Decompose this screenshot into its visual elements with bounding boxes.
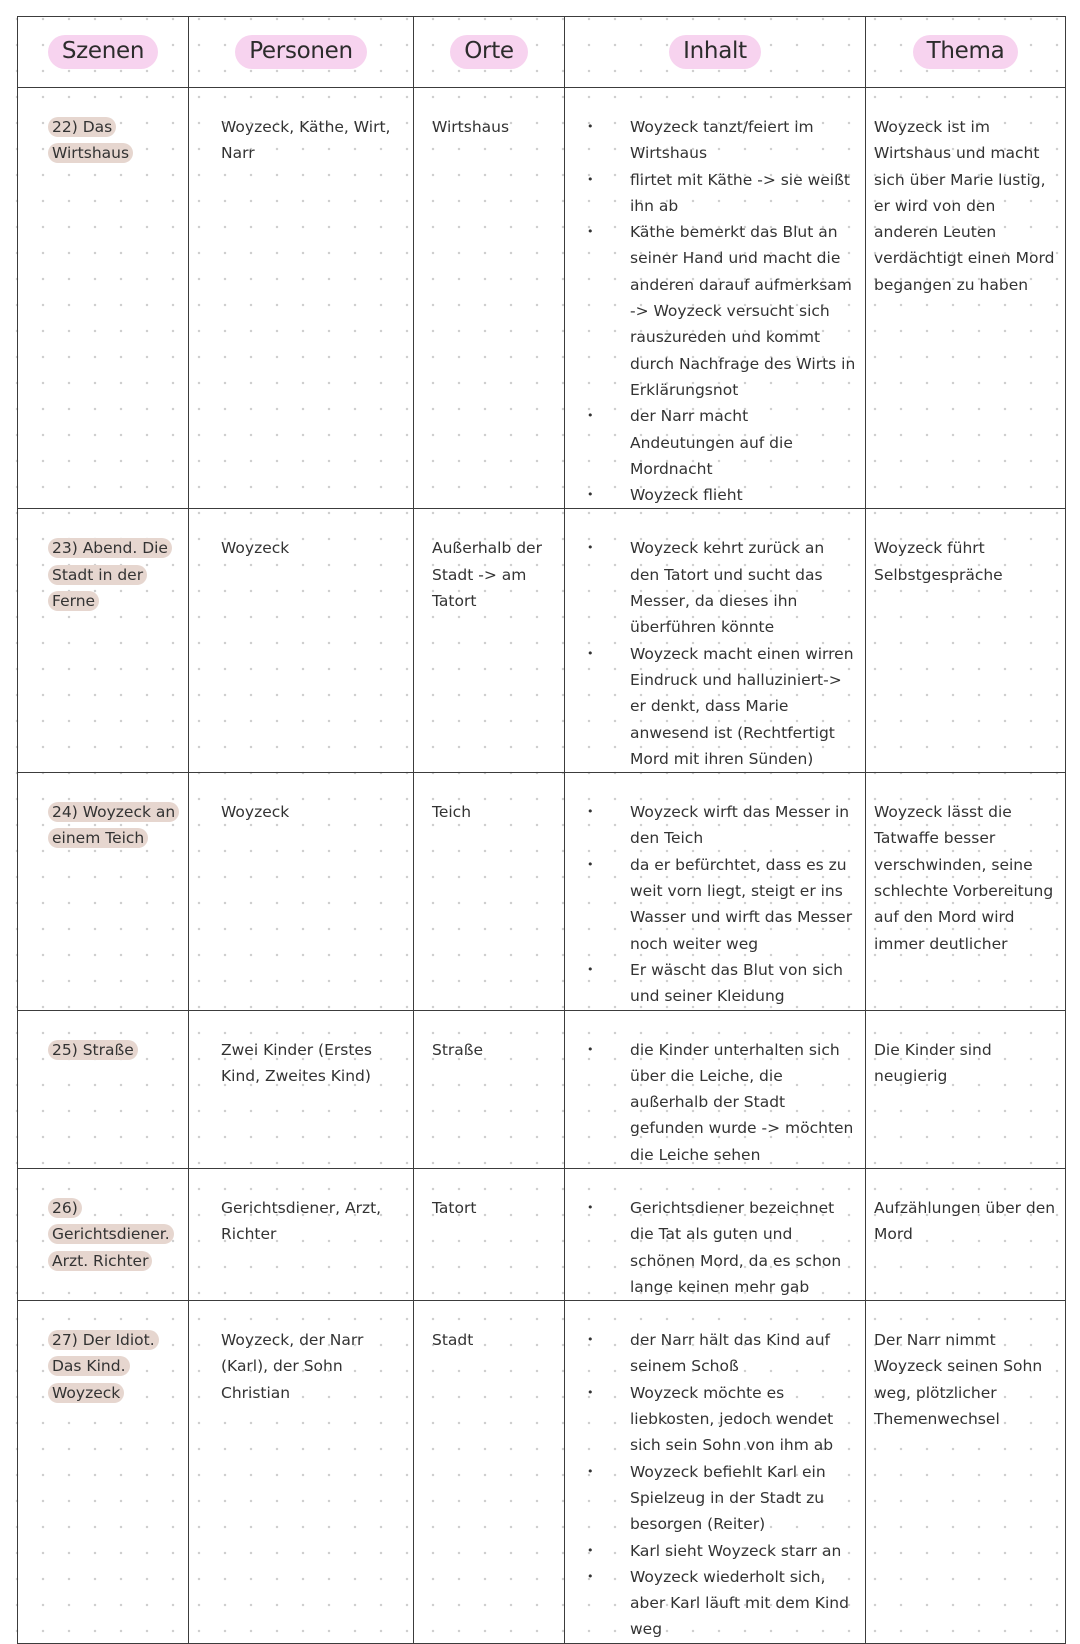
place-cell xyxy=(414,1010,565,1168)
scene-cell xyxy=(18,1168,189,1300)
scene-table-sheet xyxy=(17,16,1065,1639)
content-cell xyxy=(565,88,866,509)
scene-cell xyxy=(18,509,189,773)
header-label-orte: Orte xyxy=(450,35,528,69)
table-row xyxy=(18,1301,1066,1644)
content-cell xyxy=(565,773,866,1010)
persons-cell xyxy=(189,509,414,773)
scene-label: 24) Woyzeck an einem Teich xyxy=(48,802,179,848)
list-item: • Woyzeck tanzt/feiert im Wirtshaus xyxy=(587,114,857,167)
place-text: Tatort xyxy=(432,1198,477,1217)
list-item: • da er befürchtet, dass es zu weit vorn liegt, steigt er ins Wasser und wirft das Messer noch weiter weg xyxy=(587,852,857,957)
table-row xyxy=(18,1168,1066,1300)
place-cell xyxy=(414,1301,565,1644)
scene-cell xyxy=(18,1301,189,1644)
content-cell xyxy=(565,1301,866,1644)
place-text: Stadt xyxy=(432,1331,474,1350)
list-item: • die Kinder unterhalten sich über die Leiche, die außerhalb der Stadt gefunden wurde -> möchten die Leiche sehen xyxy=(587,1037,857,1168)
list-item: • Woyzeck möchte es liebkosten, jedoch wendet sich sein Sohn von ihm ab xyxy=(587,1380,857,1459)
column-header-inhalt xyxy=(565,17,866,88)
persons-cell xyxy=(189,1168,414,1300)
persons-cell xyxy=(189,773,414,1010)
theme-text: Aufzählungen über den Mord xyxy=(874,1198,1056,1244)
header-label-szenen: Szenen xyxy=(48,35,158,69)
list-item: • Gerichtsdiener bezeichnet die Tat als guten und schönen Mord, da es schon lange keinen mehr gab xyxy=(587,1195,857,1300)
scene-cell xyxy=(18,1010,189,1168)
place-cell xyxy=(414,773,565,1010)
list-item: • Käthe bemerkt das Blut an seiner Hand und macht die anderen darauf aufmerksam -> Woyzeck versucht sich rauszureden und kommt durch Nachfrage des Wirts in Erklärungsnot xyxy=(587,219,857,403)
list-item: • der Narr hält das Kind auf seinem Schoß xyxy=(587,1327,857,1380)
theme-cell xyxy=(866,88,1066,509)
content-list xyxy=(587,799,857,1009)
theme-text: Woyzeck lässt die Tatwaffe besser verschwinden, seine schlechte Vorbereitung auf den Mord wird immer deutlicher xyxy=(874,803,1054,953)
header-label-personen: Personen xyxy=(235,35,367,69)
header-row xyxy=(18,17,1066,88)
column-header-szenen xyxy=(18,17,189,88)
theme-cell xyxy=(866,1010,1066,1168)
content-cell xyxy=(565,1168,866,1300)
place-cell xyxy=(414,1168,565,1300)
content-list xyxy=(587,114,857,508)
scene-label: 23) Abend. Die Stadt in der Ferne xyxy=(48,538,172,611)
list-item: • flirtet mit Käthe -> sie weißt ihn ab xyxy=(587,167,857,220)
place-text: Außerhalb der Stadt -> am Tatort xyxy=(432,539,542,611)
theme-text: Woyzeck ist im Wirtshaus und macht sich über Marie lustig, er wird von den anderen Leuten verdächtigt einen Mord begangen zu haben xyxy=(874,118,1055,294)
theme-text: Woyzeck führt Selbstgespräche xyxy=(874,539,1003,584)
scene-cell xyxy=(18,773,189,1010)
place-cell xyxy=(414,509,565,773)
scene-label: 22) Das Wirtshaus xyxy=(48,117,133,163)
list-item: • der Narr macht Andeutungen auf die Mordnacht xyxy=(587,403,857,482)
content-list xyxy=(587,1195,857,1300)
persons-text: Woyzeck xyxy=(221,803,290,822)
table-row xyxy=(18,773,1066,1010)
persons-text: Woyzeck xyxy=(221,539,290,558)
list-item: • Woyzeck macht einen wirren Eindruck und halluziniert-> er denkt, dass Marie anwesend ist (Rechtfertigt Mord mit ihren Sünden) xyxy=(587,641,857,772)
list-item: • Woyzeck kehrt zurück an den Tatort und sucht das Messer, da dieses ihn überführen könnte xyxy=(587,535,857,640)
persons-text: Woyzeck, Käthe, Wirt, Narr xyxy=(221,118,391,163)
content-cell xyxy=(565,509,866,773)
persons-cell xyxy=(189,1010,414,1168)
persons-cell xyxy=(189,1301,414,1644)
persons-text: Zwei Kinder (Erstes Kind, Zweites Kind) xyxy=(221,1040,373,1085)
persons-cell xyxy=(189,88,414,509)
content-cell xyxy=(565,1010,866,1168)
column-header-personen xyxy=(189,17,414,88)
content-list xyxy=(587,535,857,772)
scene-overview-table xyxy=(17,16,1066,1644)
theme-cell xyxy=(866,509,1066,773)
place-text: Straße xyxy=(432,1040,484,1059)
list-item: • Woyzeck befiehlt Karl ein Spielzeug in der Stadt zu besorgen (Reiter) xyxy=(587,1459,857,1538)
theme-text: Der Narr nimmt Woyzeck seinen Sohn weg, plötzlicher Themenwechsel xyxy=(874,1331,1043,1429)
place-cell xyxy=(414,88,565,509)
table-row xyxy=(18,509,1066,773)
theme-cell xyxy=(866,773,1066,1010)
list-item: • Karl sieht Woyzeck starr an xyxy=(587,1538,857,1564)
place-text: Wirtshaus xyxy=(432,118,510,136)
persons-text: Gerichtsdiener, Arzt, Richter xyxy=(221,1198,382,1244)
persons-text: Woyzeck, der Narr (Karl), der Sohn Christian xyxy=(221,1331,364,1402)
theme-cell xyxy=(866,1301,1066,1644)
scene-cell xyxy=(18,88,189,509)
table-row xyxy=(18,1010,1066,1168)
list-item: • Er wäscht das Blut von sich und seiner Kleidung xyxy=(587,957,857,1010)
scene-label: 25) Straße xyxy=(48,1040,138,1060)
column-header-orte xyxy=(414,17,565,88)
header-label-thema: Thema xyxy=(913,35,1019,69)
list-item: • Woyzeck wirft das Messer in den Teich xyxy=(587,799,857,852)
list-item: • Woyzeck flieht xyxy=(587,482,857,508)
content-list xyxy=(587,1037,857,1168)
theme-cell xyxy=(866,1168,1066,1300)
content-list xyxy=(587,1327,857,1643)
place-text: Teich xyxy=(432,803,472,822)
column-header-thema xyxy=(866,17,1066,88)
header-label-inhalt: Inhalt xyxy=(669,35,761,69)
theme-text: Die Kinder sind neugierig xyxy=(874,1040,992,1085)
list-item: • Woyzeck wiederholt sich, aber Karl läuft mit dem Kind weg xyxy=(587,1564,857,1643)
scene-label: 26) Gerichtsdiener. Arzt. Richter xyxy=(48,1198,174,1271)
scene-label: 27) Der Idiot. Das Kind. Woyzeck xyxy=(48,1330,159,1403)
table-row xyxy=(18,88,1066,509)
